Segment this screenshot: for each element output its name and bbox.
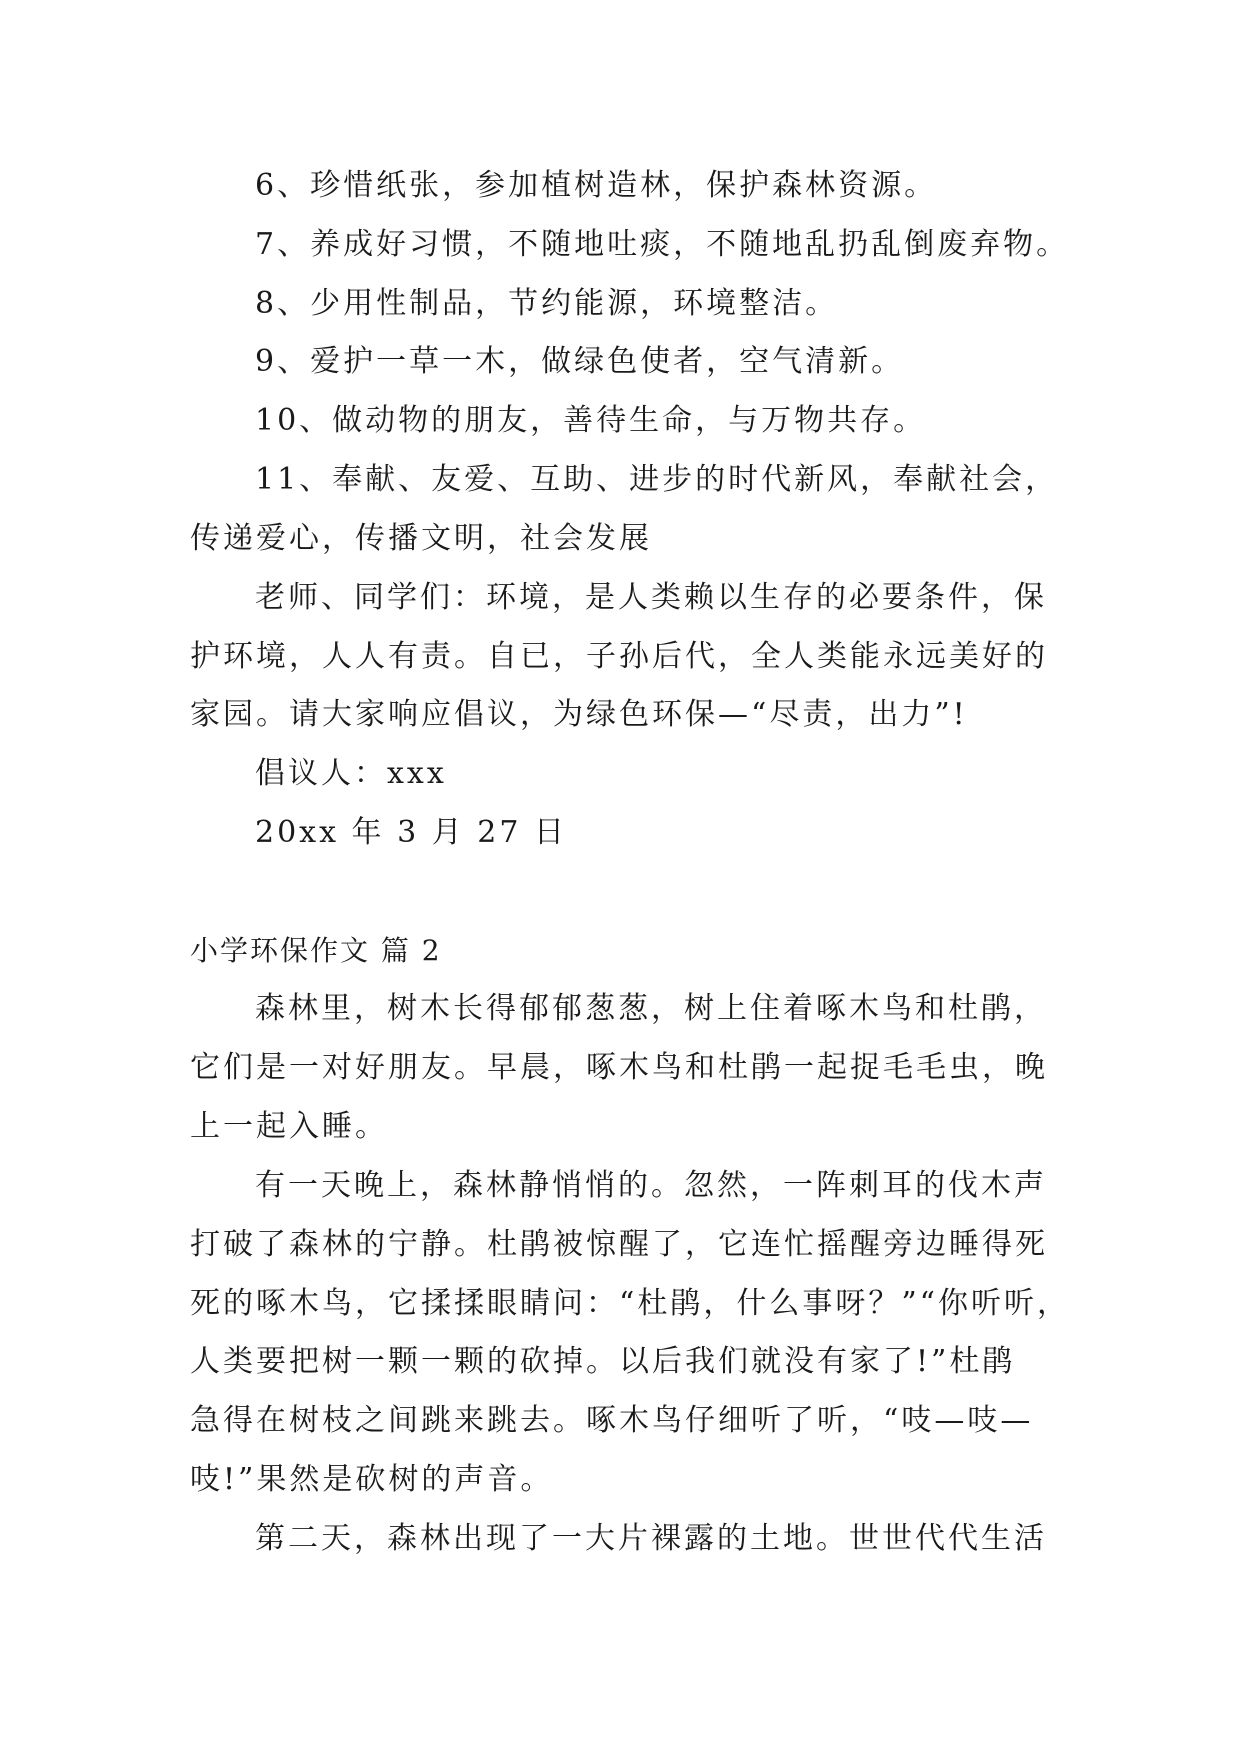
paragraph-2-line1: 有一天晚上，森林静悄悄的。忽然，一阵刺耳的伐木声: [255, 1168, 1047, 1203]
paragraph-1-line2: 它们是一对好朋友。早晨，啄木鸟和杜鹃一起捉毛毛虫，晚: [190, 1050, 1048, 1085]
date: 20xx 年 3 月 27 日: [255, 815, 567, 850]
list-item: 8、少用性制品，节约能源，环境整洁。: [255, 286, 839, 321]
section-title: 小学环保作文 篇 2: [190, 934, 442, 967]
list-item: 9、爱护一草一木，做绿色使者，空气清新。: [255, 344, 905, 379]
paragraph-1-line3: 上一起入睡。: [190, 1109, 388, 1144]
list-item: 6、珍惜纸张，参加植树造林，保护森林资源。: [255, 168, 938, 203]
signature: 倡议人：xxx: [255, 756, 447, 791]
paragraph-2-line2: 打破了森林的宁静。杜鹃被惊醒了，它连忙摇醒旁边睡得死: [190, 1227, 1048, 1262]
list-item-11-line2: 传递爱心，传播文明，社会发展: [190, 521, 652, 556]
closing-paragraph-line2: 护环境，人人有责。自已，子孙后代，全人类能永远美好的: [190, 639, 1048, 674]
paragraph-3-line1: 第二天，森林出现了一大片裸露的土地。世世代代生活: [255, 1521, 1047, 1556]
list-item-11-line1: 11、奉献、友爱、互助、进步的时代新风，奉献社会，: [255, 462, 1059, 497]
paragraph-2-line5: 急得在树枝之间跳来跳去。啄木鸟仔细听了听，“吱—吱—: [190, 1403, 1034, 1438]
paragraph-2-line3: 死的啄木鸟，它揉揉眼睛问：“杜鹃，什么事呀？”“你听听，: [190, 1286, 1071, 1321]
closing-paragraph-line1: 老师、同学们：环境，是人类赖以生存的必要条件，保: [255, 580, 1047, 615]
paragraph-2-line6: 吱!”果然是砍树的声音。: [190, 1462, 554, 1497]
closing-paragraph-line3: 家园。请大家响应倡议，为绿色环保—“尽责，出力”!: [190, 697, 968, 732]
list-item: 7、养成好习惯，不随地吐痰，不随地乱扔乱倒废弃物。: [255, 227, 1070, 262]
paragraph-1-line1: 森林里，树木长得郁郁葱葱，树上住着啄木鸟和杜鹃，: [255, 991, 1047, 1026]
paragraph-2-line4: 人类要把树一颗一颗的砍掉。以后我们就没有家了!”杜鹃: [190, 1344, 1016, 1379]
list-item: 10、做动物的朋友，善待生命，与万物共存。: [255, 403, 927, 438]
